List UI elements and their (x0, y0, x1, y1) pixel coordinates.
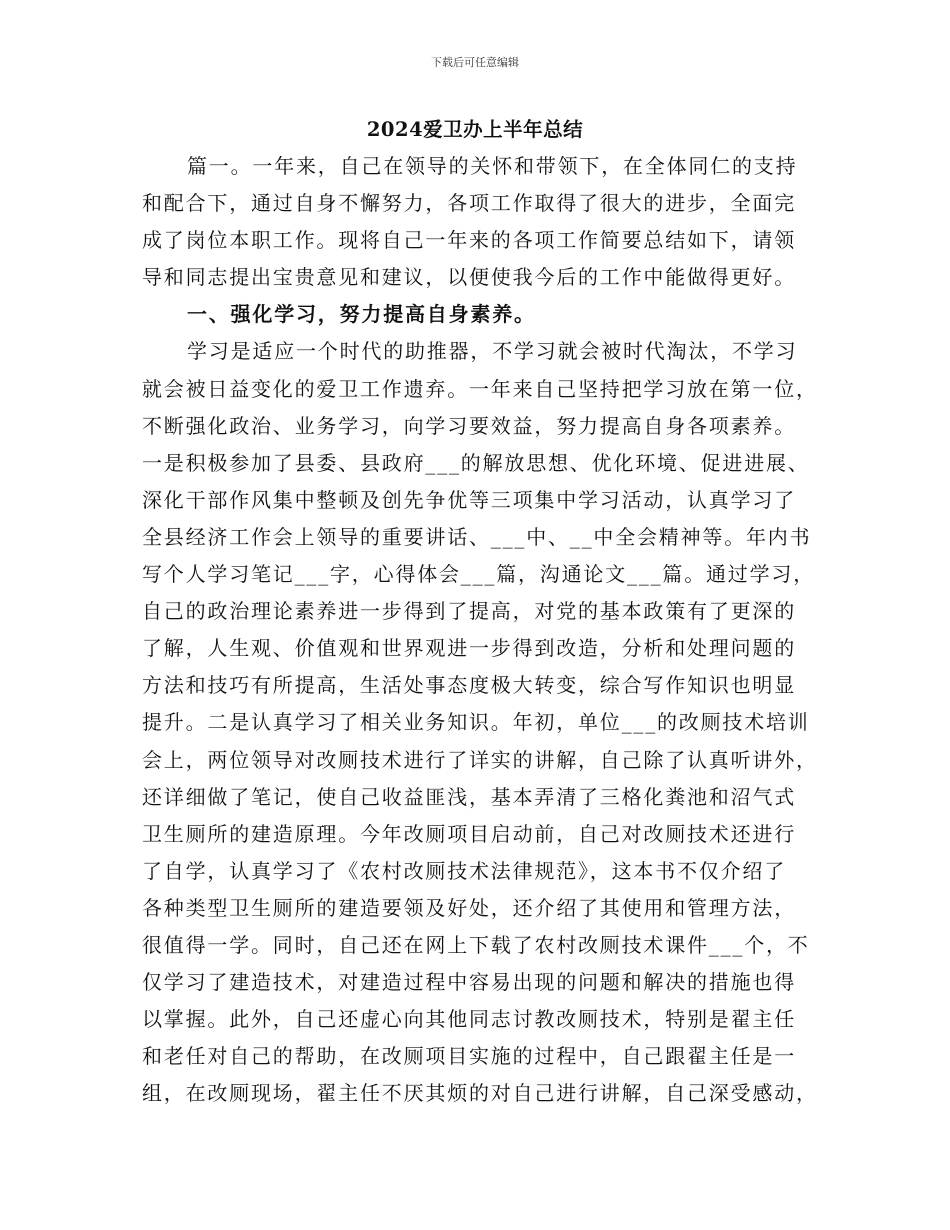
paragraph-line: 和老任对自己的帮助，在改厕项目实施的过程中，自己跟翟主任是一 (142, 1044, 796, 1069)
paragraph-line: 一是积极参加了县委、县政府___的解放思想、优化环境、促进进展、 (142, 450, 810, 475)
paragraph-line: 深化干部作风集中整顿及创先争优等三项集中学习活动，认真学习了 (142, 487, 796, 512)
paragraph-line: 还详细做了笔记，使自己收益匪浅，基本弄清了三格化粪池和沼气式 (142, 784, 796, 809)
paragraph-line: 以掌握。此外，自己还虚心向其他同志讨教改厕技术，特别是翟主任 (142, 1007, 796, 1032)
paragraph-line: 自己的政治理论素养进一步得到了提高，对党的基本政策有了更深的 (142, 599, 796, 624)
paragraph-line: 成了岗位本职工作。现将自己一年来的各项工作简要总结如下，请领 (142, 228, 796, 253)
paragraph-line: 不断强化政治、业务学习，向学习要效益，努力提高自身各项素养。 (142, 413, 796, 438)
paragraph-line: 篇一。一年来，自己在领导的关怀和带领下，在全体同仁的支持 (187, 154, 798, 178)
paragraph-line: 和配合下，通过自身不懈努力，各项工作取得了很大的进步，全面完 (142, 191, 796, 216)
section-heading: 一、强化学习，努力提高自身素养。 (187, 302, 536, 327)
paragraph-line: 卫生厕所的建造原理。今年改厕项目启动前，自己对改厕技术还进行 (142, 821, 796, 846)
header-note: 下载后可任意编辑 (431, 56, 519, 69)
document-title: 2024爱卫办上半年总结 (366, 118, 584, 141)
paragraph-line: 写个人学习笔记___字，心得体会___篇，沟通论文___篇。通过学习， (142, 562, 815, 587)
paragraph-line: 了自学，认真学习了《农村改厕技术法律规范》，这本书不仅介绍了 (142, 858, 786, 883)
paragraph-line: 全县经济工作会上领导的重要讲话、___中、__中全会精神等。年内书 (142, 524, 812, 549)
paragraph-line: 组，在改厕现场，翟主任不厌其烦的对自己进行讲解，自己深受感动， (142, 1081, 818, 1106)
paragraph-line: 很值得一学。同时，自己还在网上下载了农村改厕技术课件___个，不 (142, 932, 810, 957)
paragraph-line: 提升。二是认真学习了相关业务知识。年初，单位___的改厕技术培训 (142, 710, 810, 735)
paragraph-line: 方法和技巧有所提高，生活处事态度极大转变，综合写作知识也明显 (142, 673, 796, 698)
paragraph-line: 仅学习了建造技术，对建造过程中容易出现的问题和解决的措施也得 (142, 970, 796, 995)
document-body (142, 148, 818, 1112)
paragraph-line: 学习是适应一个时代的助推器，不学习就会被时代淘汰，不学习 (187, 339, 798, 364)
paragraph-line: 会上，两位领导对改厕技术进行了详实的讲解，自己除了认真听讲外， (142, 747, 818, 772)
paragraph-line: 各种类型卫生厕所的建造要领及好处，还介绍了其使用和管理方法， (142, 895, 796, 920)
paragraph-line: 导和同志提出宝贵意见和建议，以便使我今后的工作中能做得更好。 (142, 265, 796, 290)
paragraph-line: 了解，人生观、价值观和世界观进一步得到改造，分析和处理问题的 (142, 636, 796, 661)
paragraph-line: 就会被日益变化的爱卫工作遗弃。一年来自己坚持把学习放在第一位， (142, 376, 818, 401)
